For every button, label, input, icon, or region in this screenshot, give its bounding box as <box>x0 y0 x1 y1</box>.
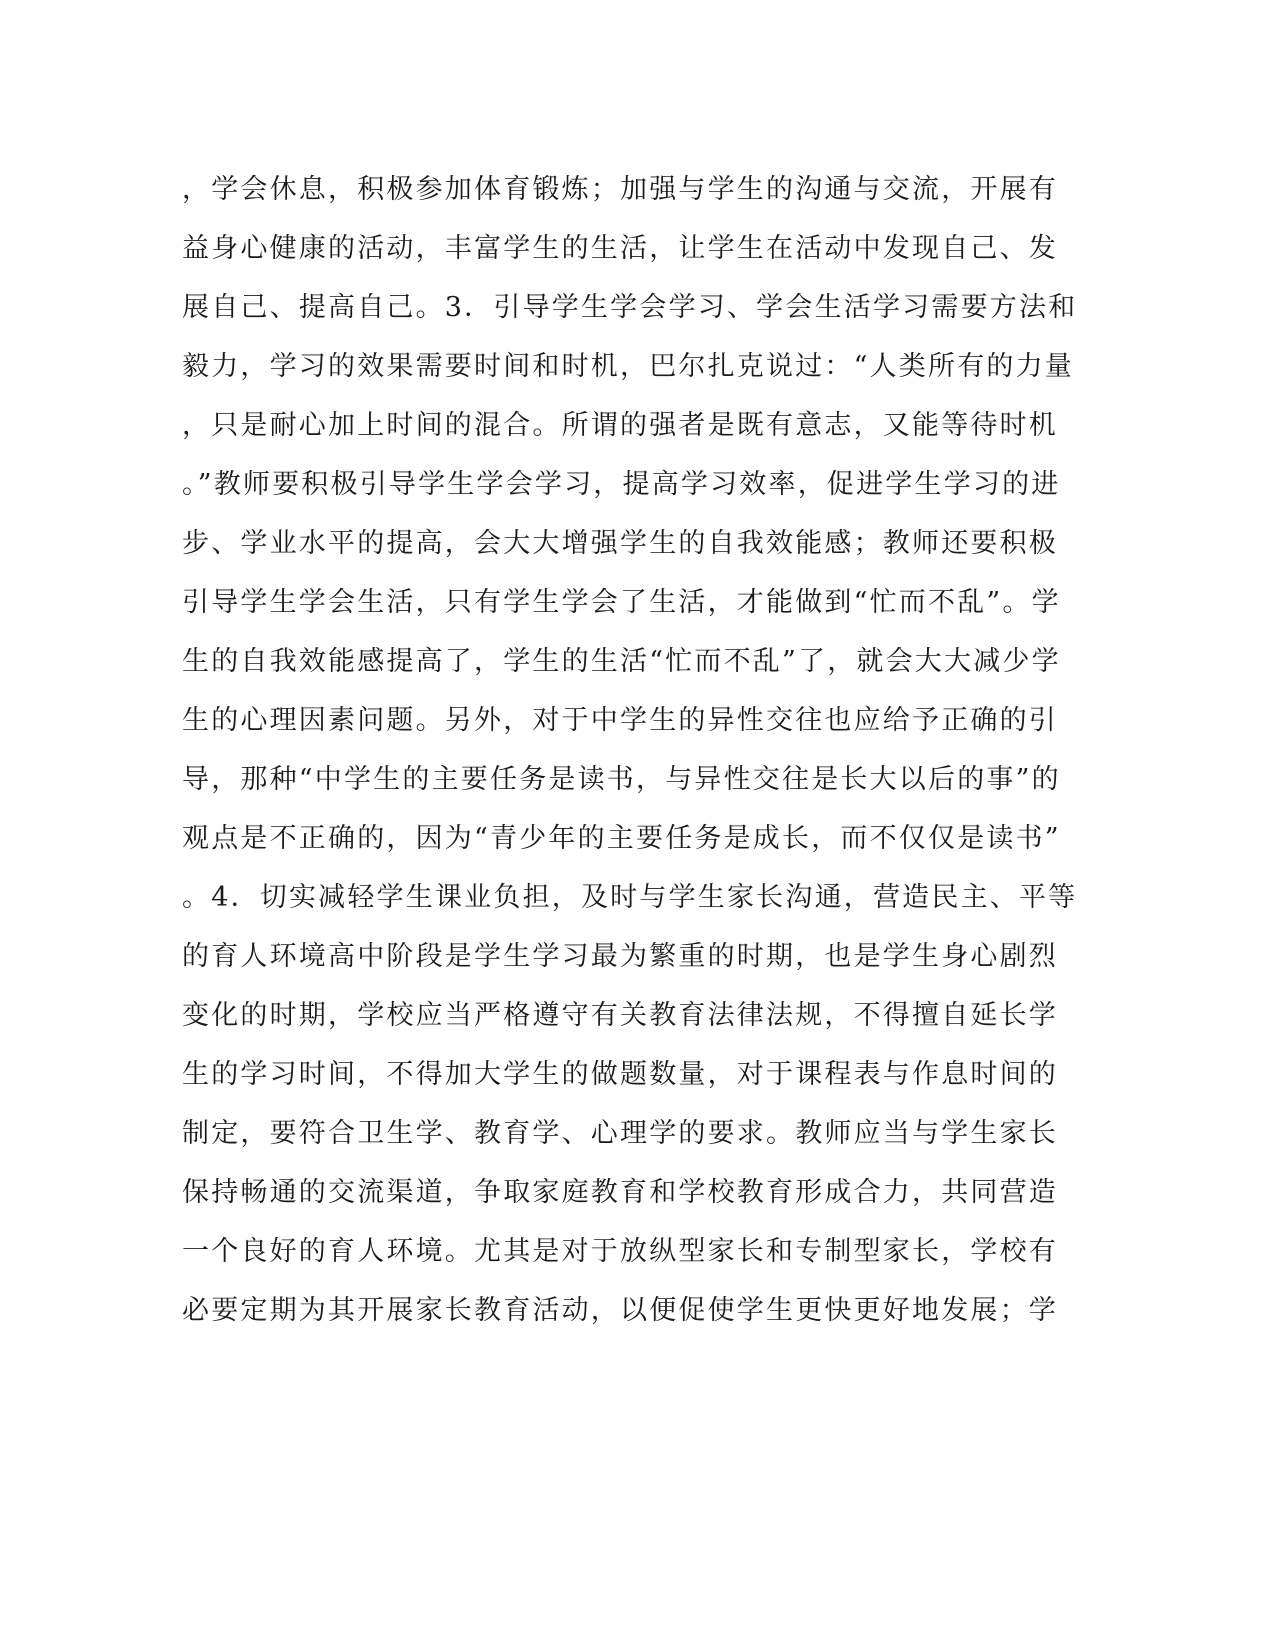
text-line-10: 生的心理因素问题。另外，对于中学生的异性交往也应给予正确的引 <box>182 705 1058 736</box>
text-line-17: 制定，要符合卫生学、教育学、心理学的要求。教师应当与学生家长 <box>182 1118 1058 1149</box>
text-line-16: 生的学习时间，不得加大学生的做题数量，对于课程表与作息时间的 <box>182 1059 1058 1090</box>
text-line-20: 必要定期为其开展家长教育活动，以便促使学生更快更好地发展；学 <box>182 1295 1058 1326</box>
text-line-13: 。4．切实减轻学生课业负担，及时与学生家长沟通，营造民主、平等 <box>182 882 1078 913</box>
text-line-6: 。”教师要积极引导学生学会学习，提高学习效率，促进学生学习的进 <box>182 469 1061 500</box>
text-line-15: 变化的时期，学校应当严格遵守有关教育法律法规，不得擅自延长学 <box>182 1000 1058 1031</box>
text-line-11: 导，那种“中学生的主要任务是读书，与异性交往是长大以后的事”的 <box>182 764 1061 795</box>
text-line-12: 观点是不正确的，因为“青少年的主要任务是成长，而不仅仅是读书” <box>182 823 1061 854</box>
text-line-4: 毅力，学习的效果需要时间和时机，巴尔扎克说过：“人类所有的力量 <box>182 351 1075 382</box>
text-line-3: 展自己、提高自己。3．引导学生学会学习、学会生活学习需要方法和 <box>182 292 1078 323</box>
text-line-1: ，学会休息，积极参加体育锻炼；加强与学生的沟通与交流，开展有 <box>182 174 1058 205</box>
text-line-8: 引导学生学会生活，只有学生学会了生活，才能做到“忙而不乱”。学 <box>182 587 1061 618</box>
text-line-9: 生的自我效能感提高了，学生的生活“忙而不乱”了，就会大大减少学 <box>182 646 1061 677</box>
text-line-5: ，只是耐心加上时间的混合。所谓的强者是既有意志，又能等待时机 <box>182 410 1058 441</box>
text-line-19: 一个良好的育人环境。尤其是对于放纵型家长和专制型家长，学校有 <box>182 1236 1058 1267</box>
body-text <box>182 160 1078 1340</box>
text-line-2: 益身心健康的活动，丰富学生的生活，让学生在活动中发现自己、发 <box>182 233 1058 264</box>
text-line-7: 步、学业水平的提高，会大大增强学生的自我效能感；教师还要积极 <box>182 528 1058 559</box>
text-line-14: 的育人环境高中阶段是学生学习最为繁重的时期，也是学生身心剧烈 <box>182 941 1058 972</box>
text-line-18: 保持畅通的交流渠道，争取家庭教育和学校教育形成合力，共同营造 <box>182 1177 1058 1208</box>
